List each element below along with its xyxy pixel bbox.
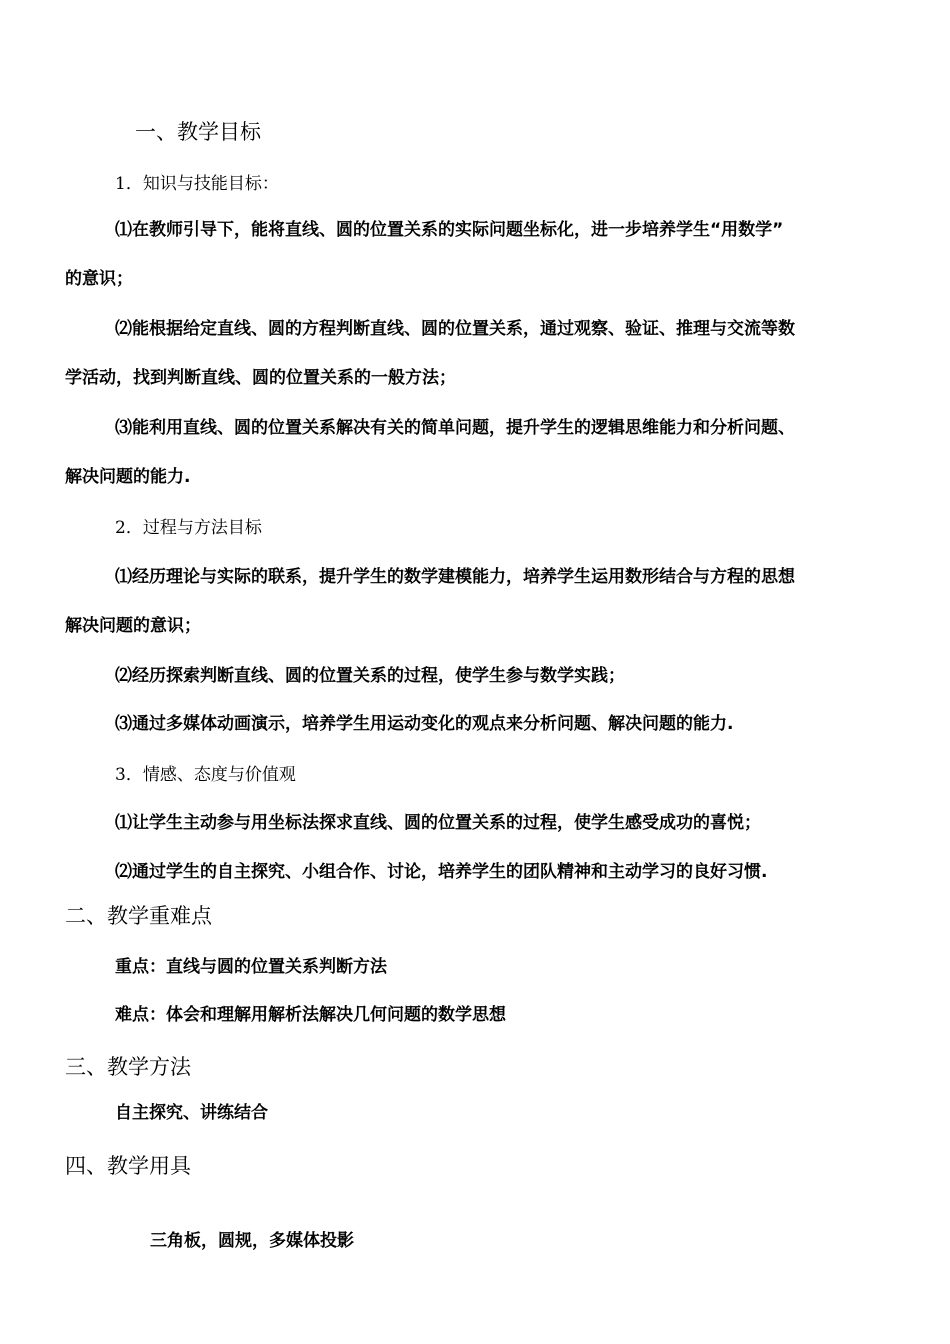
objective-1-1-line-2: 的意识； [65, 269, 133, 289]
objective-2-2: ⑵经历探索判断直线、圆的位置关系的过程，使学生参与数学实践； [115, 666, 625, 686]
objective-1-3-line-2: 解决问题的能力. [65, 467, 191, 487]
teaching-method: 自主探究、讲练结合 [115, 1103, 268, 1123]
objective-2-1-line-2: 解决问题的意识； [65, 616, 201, 636]
subsection-2-title: 2．过程与方法目标 [115, 518, 262, 538]
section-2-title: 二、教学重难点 [65, 904, 212, 928]
teaching-tools: 三角板，圆规，多媒体投影 [150, 1231, 354, 1251]
objective-2-1-line-1: ⑴经历理论与实际的联系，提升学生的数学建模能力，培养学生运用数形结合与方程的思想 [115, 567, 795, 587]
objective-3-1: ⑴让学生主动参与用坐标法探求直线、圆的位置关系的过程，使学生感受成功的喜悦； [115, 813, 761, 833]
subsection-1-title: 1．知识与技能目标： [115, 174, 279, 194]
objective-1-2-line-2: 学活动，找到判断直线、圆的位置关系的一般方法； [65, 368, 456, 388]
key-point: 重点：直线与圆的位置关系判断方法 [115, 957, 387, 977]
objective-1-1-line-1: ⑴在教师引导下，能将直线、圆的位置关系的实际问题坐标化，进一步培养学生“用数学” [115, 220, 784, 240]
subsection-3-title: 3．情感、态度与价值观 [115, 765, 296, 785]
section-1-title: 一、教学目标 [135, 120, 261, 144]
section-3-title: 三、教学方法 [65, 1055, 191, 1079]
difficult-point: 难点：体会和理解用解析法解决几何问题的数学思想 [115, 1005, 506, 1025]
objective-2-3: ⑶通过多媒体动画演示，培养学生用运动变化的观点来分析问题、解决问题的能力. [115, 714, 734, 734]
objective-1-3-line-1: ⑶能利用直线、圆的位置关系解决有关的简单问题，提升学生的逻辑思维能力和分析问题、 [115, 418, 795, 438]
section-4-title: 四、教学用具 [65, 1154, 191, 1178]
objective-1-2-line-1: ⑵能根据给定直线、圆的方程判断直线、圆的位置关系，通过观察、验证、推理与交流等数 [115, 319, 795, 339]
objective-3-2: ⑵通过学生的自主探究、小组合作、讨论，培养学生的团队精神和主动学习的良好习惯. [115, 862, 768, 882]
